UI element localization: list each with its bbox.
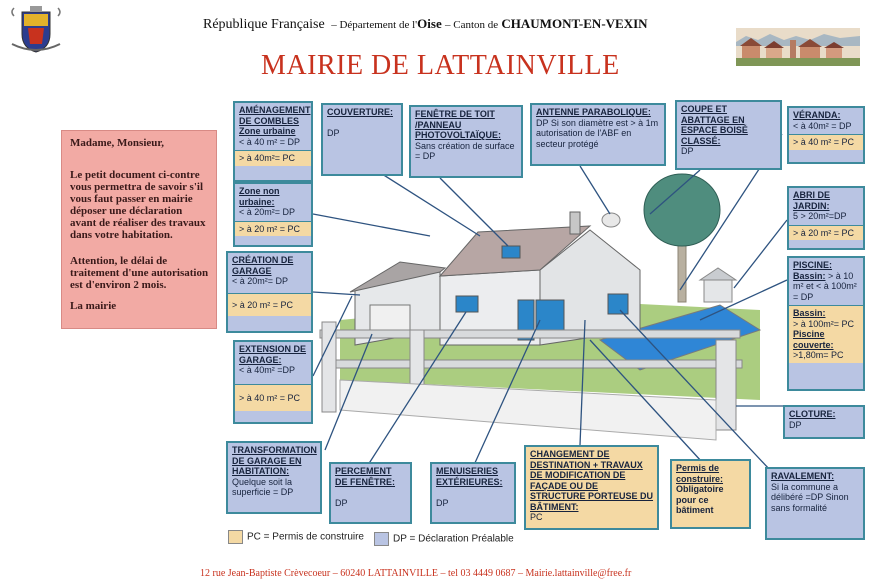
box-piscine: PISCINE: Bassin: > à 10 m² et < à 100m² = DP Bassin: > à 100m²= PC Piscine couverte: >1,80m= PC <box>787 256 865 391</box>
box-coupe-abattage: COUPE ET ABATTAGE EN ESPACE BOISÉ CLASSÉ: DP <box>675 100 782 170</box>
box-couverture: COUVERTURE: DP <box>321 103 403 176</box>
pc-cell: > à 20 m² = PC <box>235 221 311 237</box>
box-percement-fenetre: PERCEMENT DE FENÊTRE: DP <box>329 462 412 524</box>
box-ravalement: RAVALEMENT: Si la commune a délibéré =DP Sinon sans formalité <box>765 467 865 540</box>
pc-cell: > à 20 m² = PC <box>228 293 311 317</box>
letter-paragraph-1: Le petit document ci-contre vous permettra de savoir s'il vous faut passer en mairie déposer une déclaration avant de réaliser des travaux dans votre habitation. <box>70 169 206 241</box>
legend-dp: DP = Déclaration Préalable <box>374 532 514 546</box>
pc-cell: > à 40 m² = PC <box>789 134 863 150</box>
box-permis-construire: Permis de construire: Obligatoire pour ce bâtiment <box>670 459 751 529</box>
legend-pc: PC = Permis de construire <box>228 530 364 544</box>
box-cloture: CLOTURE: DP <box>783 405 865 439</box>
box-changement-destination: CHANGEMENT DE DESTINATION + TRAVAUX DE MODIFICATION DE FAÇADE OU DE STRUCTURE PORTEUSE DU BÂTIMENT: PC <box>524 445 659 530</box>
box-antenne-parabolique: ANTENNE PARABOLIQUE: DP Si son diamètre est > à 1m autorisation de l'ABF en secteur protégé <box>530 103 666 166</box>
letter-greeting: Madame, Monsieur, <box>70 137 165 149</box>
footer-address: 12 rue Jean-Baptiste Crèvecoeur – 60240 LATTAINVILLE – tel 03 4449 0687 – Mairie.lattainville@free.fr <box>200 568 632 579</box>
box-transformation-garage: TRANSFORMATION DE GARAGE EN HABITATION: Quelque soit la superficie = DP <box>226 441 322 514</box>
legend-pc-swatch <box>228 530 243 544</box>
box-extension-garage: EXTENSION DE GARAGE: < à 40m² =DP > à 40 m² = PC <box>233 340 313 424</box>
pc-cell: > à 20 m² = PC <box>789 225 863 241</box>
letter-paragraph-2: Attention, le délai de traitement d'une autorisation est d'environ 2 mois. <box>70 255 209 291</box>
page-title: MAIRIE DE LATTAINVILLE <box>261 50 620 81</box>
header-line: République Française – Département de l'Oise – Canton de CHAUMONT-EN-VEXIN <box>203 16 648 32</box>
legend-dp-swatch <box>374 532 389 546</box>
box-menuiseries: MENUISERIES EXTÉRIEURES: DP <box>430 462 516 524</box>
pc-cell: > à 40m²= PC <box>235 150 311 166</box>
village-photo-icon <box>736 28 860 66</box>
intro-letter <box>61 130 217 329</box>
pc-cell: > à 40 m² = PC <box>235 384 311 412</box>
box-veranda: VÉRANDA: < à 40m² = DP > à 40 m² = PC <box>787 106 865 164</box>
coat-of-arms-icon <box>8 4 64 56</box>
letter-signature: La mairie <box>70 300 117 312</box>
pc-cell: Bassin: > à 100m²= PC Piscine couverte: >1,80m= PC <box>789 305 863 363</box>
box-amenagement-combles: AMÉNAGEMENT DE COMBLES Zone urbaine < à 40 m² = DP > à 40m²= PC <box>233 101 313 182</box>
box-zone-non-urbaine: Zone non urbaine: < à 20m²= DP > à 20 m² = PC <box>233 182 313 247</box>
box-fenetre-toit: FENÊTRE DE TOIT /PANNEAU PHOTOVOLTAÏQUE: Sans création de surface = DP <box>409 105 523 178</box>
box-abri-jardin: ABRI DE JARDIN: 5 > 20m²=DP > à 20 m² = PC <box>787 186 865 250</box>
box-creation-garage: CRÉATION DE GARAGE < à 20m²= DP > à 20 m² = PC <box>226 251 313 333</box>
